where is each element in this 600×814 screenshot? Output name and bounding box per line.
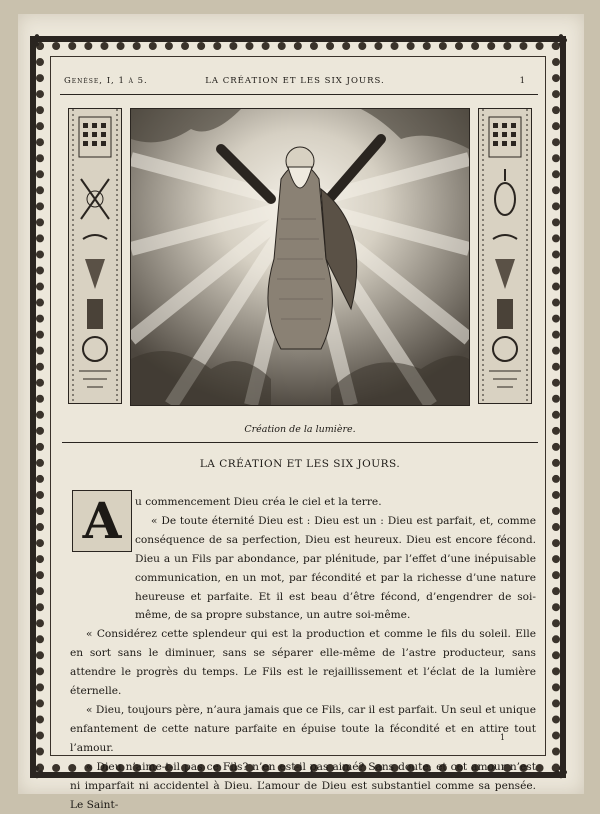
corner-ornament-icon: ✤ — [30, 31, 44, 50]
running-head-reference: Genèse, I, 1 à 5. — [64, 76, 148, 86]
paragraph: u commencement Dieu créa le ciel et la terre. — [135, 496, 382, 508]
paragraph: « Dieu, toujours père, n’aura jamais que ce Fils, car il est parfait. Un seul et unique enfantement de cette nature parfaite en épuise toute la fécondité et en attire tout l’amour. — [70, 703, 536, 754]
running-head — [60, 70, 530, 90]
running-head-title: LA CRÉATION ET LES SIX JOURS. — [205, 76, 385, 86]
signature-number: 1 — [500, 733, 506, 742]
body-text — [70, 493, 536, 814]
corner-ornament-icon: ✤ — [554, 31, 568, 50]
chapter-title: LA CRÉATION ET LES SIX JOURS. — [199, 458, 401, 470]
corner-ornament-icon: ✤ — [554, 763, 568, 782]
illustration-caption: Création de la lumière. — [244, 424, 356, 435]
paragraph: « Dieu n’aime-t-il pas ce Fils? n’en est-il pas aimé? Sans doute, et cet amour n’est ni imparfait ni accidentel à Dieu. L’amour de Dieu est substantiel comme sa pensée. Le Saint- — [70, 760, 536, 811]
decorative-pillar-left — [68, 108, 122, 404]
caption-rule — [62, 442, 538, 443]
corner-ornament-icon: ✤ — [30, 763, 44, 782]
creation-of-light-engraving — [130, 108, 470, 406]
header-rule — [60, 94, 538, 95]
paragraph: « De toute éternité Dieu est : Dieu est un : Dieu est parfait, et, comme conséquence de sa perfection, Dieu est heureux. Dieu est encore fécond. Dieu a un Fils par abondance, par plénitude, par l’effet d’une inépuisable communication, en un mot, par fécondité et par la richesse d’une nature heureuse et parfaite. Et il est beau d’être fécond, d’engendrer de soi-même, de sa propre substance, un autre soi-même. — [135, 514, 536, 622]
running-head-page-number: 1 — [519, 76, 526, 86]
decorative-pillar-right — [478, 108, 532, 404]
engraving-illustration — [68, 104, 532, 410]
drop-cap-letter: A — [82, 491, 122, 550]
paragraph: « Considérez cette splendeur qui est la production et comme le fils du soleil. Elle en sort sans le diminuer, sans se séparer elle-même de l’astre producteur, sans attendre le progrès du temps. Le Fils est le rejaillissement et l’éclat de la lumière éternelle. — [70, 628, 536, 698]
